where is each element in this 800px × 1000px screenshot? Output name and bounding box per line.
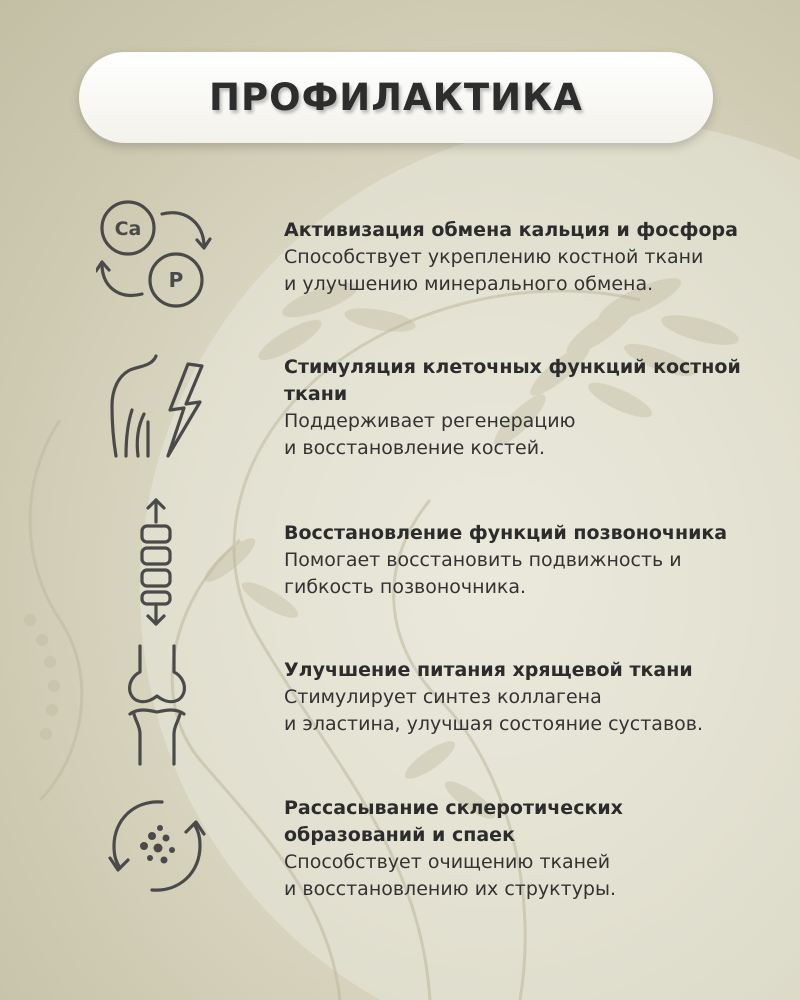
calcium-phosphorus-cycle-icon [96, 196, 212, 312]
item-heading: Рассасывание склеротических образований и спаек [284, 797, 623, 846]
cleansing-cycle-icon [104, 796, 210, 896]
list-item [284, 657, 784, 738]
item-heading: Улучшение питания хрящевой ткани [284, 659, 693, 681]
list-item [284, 795, 784, 903]
page-title: ПРОФИЛАКТИКА [209, 76, 583, 119]
svg-text:Ca: Ca [114, 218, 142, 240]
shoulder-lightning-icon [104, 352, 208, 462]
item-heading: Восстановление функций позвоночника [284, 522, 728, 544]
item-description: Помогает восстановить подвижность и гибкость позвоночника. [284, 549, 682, 598]
item-heading: Активизация обмена кальция и фосфора [284, 219, 738, 241]
list-item [284, 354, 784, 462]
item-description: Поддерживает регенерацию и восстановление костей. [284, 410, 576, 459]
item-heading: Стимуляция клеточных функций костной ткани [284, 356, 741, 405]
svg-text:P: P [168, 268, 184, 292]
item-description: Способствует очищению тканей и восстановлению их структуры. [284, 851, 617, 900]
list-item [284, 520, 784, 601]
item-description: Стимулирует синтез коллагена и эластина, улучшая состояние суставов. [284, 686, 704, 735]
list-item [284, 217, 784, 298]
item-description: Способствует укреплению костной ткани и улучшению минерального обмена. [284, 246, 704, 295]
knee-joint-icon [124, 642, 190, 768]
title-pill [79, 52, 713, 143]
spine-icon [134, 496, 178, 628]
